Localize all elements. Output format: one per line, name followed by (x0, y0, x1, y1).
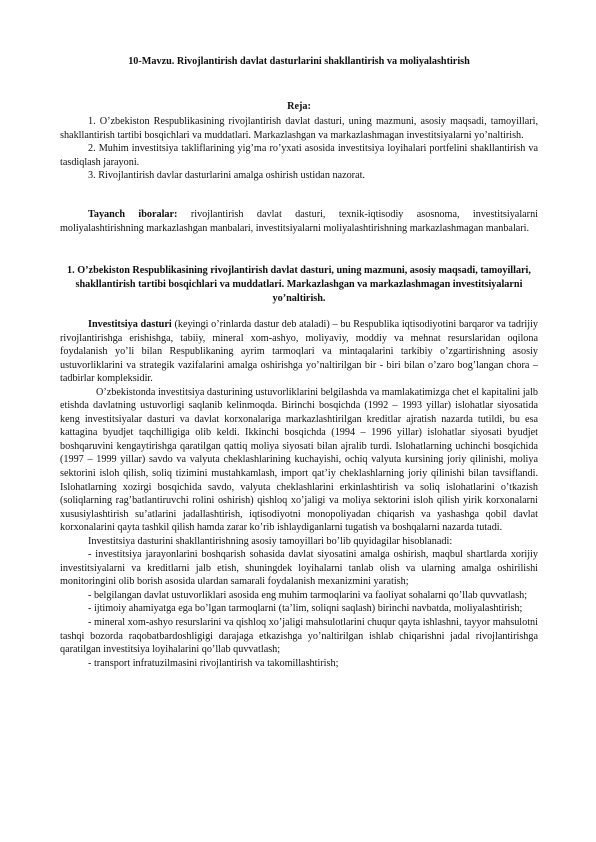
plan-heading: Reja: (287, 101, 311, 112)
plan-item: 3. Rivojlantirish davlar dasturlarini amalga oshirish ustidan nazorat. (88, 170, 365, 182)
list-item: - belgilangan davlat ustuvorliklari asosida eng muhim tarmoqlarini va faoliyat sohalarni qo’llab quvvatlash; (88, 589, 528, 601)
body-text (60, 318, 538, 670)
plan-item: 2. Muhim investitsiya takliflarining yig’ma ro’yxati asosida investitsiya loyihalari portfelini shakllantirish va tasdiqlash jarayoni. (60, 143, 538, 168)
key-terms-label: Tayanch iboralar: (88, 209, 178, 220)
section-heading: 1. O’zbekiston Respublikasining rivojlantirish davlat dasturi, uning mazmuni, asosiy maqsadi, tamoyillari, shakllantirish tartibi bosqichlari va muddatlari. Markazlashgan va markazlashmagan investitsiyalarni yo’naltirish. (67, 265, 531, 304)
plan-item: 1. O’zbekiston Respublikasining rivojlantirish davlat dasturi, uning mazmuni, asosiy maqsadi, tamoyillari, shakllantirish tartibi bosqichlari va muddatlari. Markazlashgan va markazlashmagan investitsiyalarni yo’naltirish. (60, 116, 538, 141)
paragraph-stages: O’zbekistonda investitsiya dasturining ustuvorliklarini belgilashda va mamlakatimizga chet el kapitalini jalb etishda davlatning ustuvorligi saqlanib kelinmoqda. Birinchi bosqichda (1992 – 1993 yillar) islohatlar siyosatida keng investitsiyalar dasturi va davlat korxonalariga markazlashtirilgan kreditlar ajratish nazarda tutildi, bu esa kattagina byudjet taqchilligiga olib keldi. Ikkinchi bosqichda (1994 – 1996 yillar) islohatlar siyosati byudjet boshqaruvini kengaytirishga qaratilgan qattiq moliya siyosati bilan ajralib turdi. Islohatlarning uchinchi bosqichida (1997 – 1999 yillar) savdo va valyuta cheklashlarining kuchayishi, ochiq valyuta kursining joriy qilinishi, moliya sektorini isloh qilish, soliq tizimini mustahkamlash, import qat’iy cheklashlarning joriy qilinishi bilan tavsiflandi. Islohatlarning xozirgi bosqichida savdo, valyuta cheklashlarini erkinlashtirish va soliq islohatlarini o’tkazish (soliqlarning rag’batlantiruvchi rolini oshirish) qishloq xo’jaligi va moliya sektorini isloh qilish yirik korxonalarni xususiylashtirish su’atlarini jadallashtirish, iqtisodiyotni monopoliyadan chiqarish va yashashga qobil davlat korxonalarini qayta tashkil qilish hamda zarar ko’rib ishlaydiganlarni tugatish va boshqalarni nazarda tutadi. (60, 386, 538, 534)
list-item: - investitsiya jarayonlarini boshqarish sohasida davlat siyosatini amalga oshirish, maqbul shartlarda xorijiy investitsiyalarni va kreditlarni jalb etish, shuningdek loyihalarni tanlab olish va ularning amalga oshirilishi monitoringini olib borish asosida ulardan samarali foydalanish mexanizmini yaratish; (60, 549, 538, 588)
key-terms (60, 208, 538, 235)
definition-text: (keyingi o’rinlarda dastur deb ataladi) – bu Respublika iqtisodiyotini barqaror va tadrijiy rivojlantirishga erishishga, tabiiy, mineral xom-ashyo, moliyaviy, moddiy va mehnat resurslaridan oqilona foydalanish yo’li bilan Respublikaning ayrim tarmoqlari va mintaqalarini tarkibiy o’zgartirishning asosiy ustuvorliklarini va strategik vazifalarini amalga oshirishga yo’naltirilgan bir - biri bilan o’zaro bog’langan chora – tadbirlar kompleksidir. (60, 319, 538, 385)
plan-list (60, 115, 538, 183)
paragraph-definition (60, 318, 538, 386)
list-item: - mineral xom-ashyo resurslarini va qishloq xo’jaligi mahsulotlarini chuqur qayta ishlashni, tayyor mahsulotni tashqi bozorda raqobatbardoshligigi darajaga etkazishga yo’naltirilgan ishlab chiqarishni jadal rivojlantirishga qaratilgan investitsiya loyihalarini qo’llab quvvatlash; (60, 617, 538, 656)
key-terms-text: rivojlantirish davlat dasturi, texnik-iqtisodiy asosnoma, investitsiyalarni moliyalashtirishning markazlashgan manbalari, investitsiyalarni moliyalashtirishning markazlashmagan manbalari. (60, 209, 538, 234)
list-item: - transport infratuzilmasini rivojlantirish va takomillashtirish; (88, 657, 339, 669)
list-item: - ijtimoiy ahamiyatga ega bo’lgan tarmoqlarni (ta’lim, soliqni saqlash) birinchi navbatda, moliyalashtirish; (88, 603, 523, 615)
definition-term: Investitsiya dasturi (88, 319, 172, 330)
page-title: 10-Mavzu. Rivojlantirish davlat dasturlarini shakllantirish va moliyalashtirish (128, 56, 470, 67)
paragraph-principles: Investitsiya dasturini shakllantirishning asosiy tamoyillari bo’lib quyidagilar hisoblanadi: (88, 535, 453, 547)
